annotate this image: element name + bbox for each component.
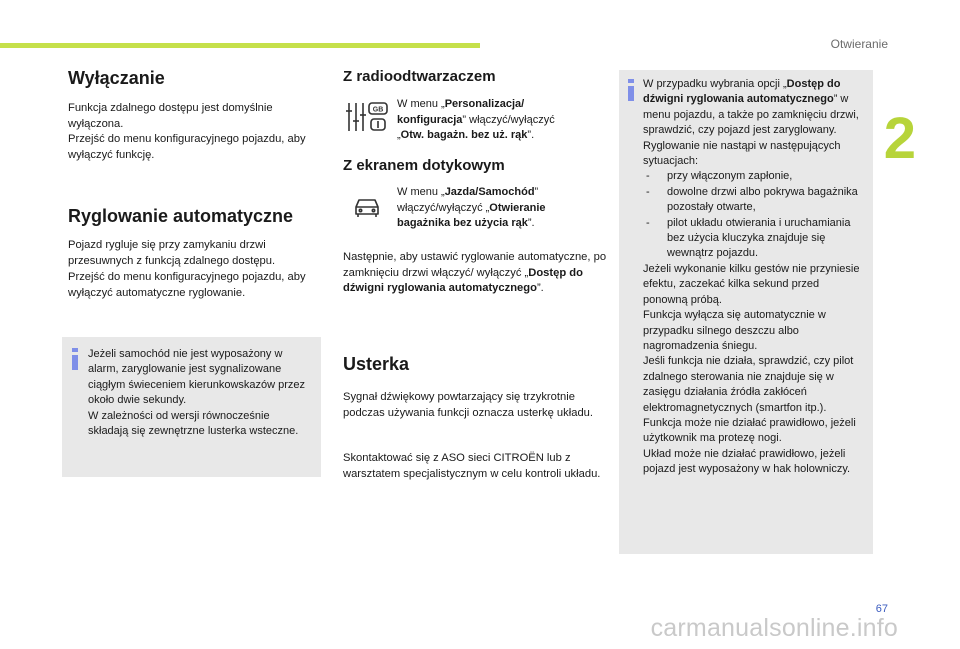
- note-no-lock-intro: Ryglowanie nie nastąpi w następujących sytuacjach:: [643, 139, 841, 168]
- paragraph-fault-signal: Sygnał dźwiękowy powtarzający się trzykrotnie podczas używania funkcji oznacza usterkę układu.: [343, 391, 593, 419]
- watermark: carmanualsonline.info: [650, 614, 898, 642]
- heading-fault: Usterka: [343, 354, 410, 374]
- paragraph-auto-lock-setting: Następnie, aby ustawić ryglowanie automatyczne, po zamknięciu drzwi włączyć/ wyłączyć „Dostęp do dźwigni ryglowania automatycznego”.: [343, 251, 607, 295]
- radio-instruction: [343, 97, 605, 144]
- list-item: - pilot układu otwierania i uruchamiania bez użycia kluczyka znajduje się wewnątrz pojazdu.: [643, 216, 863, 262]
- list-item: - przy włączonym zapłonie,: [643, 169, 863, 184]
- info-icon: [69, 348, 81, 370]
- heading-disabling: Wyłączanie: [68, 68, 165, 88]
- paragraph-default-off: Funkcja zdalnego dostępu jest domyślnie wyłączona.: [68, 102, 273, 130]
- info-note-conditions: [619, 70, 873, 554]
- note-prosthesis: Funkcja może nie działać prawidłowo, jeżeli użytkownik ma protezę nogi.: [643, 416, 856, 445]
- note-weather: Funkcja wyłącza się automatycznie w przypadku silnego deszczu albo nagromadzenia śniegu.: [643, 309, 826, 352]
- page-number: 67: [875, 603, 888, 615]
- paragraph-auto-lock-menu: Przejść do menu konfiguracyjnego pojazdu, aby wyłączyć automatyczne ryglowanie.: [68, 271, 306, 299]
- note-gestures: Jeżeli wykonanie kilku gestów nie przyniesie efektu, zaczekać kilka sekund przed ponowną próbą.: [643, 262, 860, 306]
- paragraph-fault-contact: Skontaktować się z ASO sieci CITROËN lub z warsztatem specjalistycznym w celu kontroli układu.: [343, 452, 601, 480]
- info-note-alarm: [62, 337, 321, 477]
- chapter-number: 2: [883, 106, 916, 171]
- paragraph-disable-menu: Przejść do menu konfiguracyjnego pojazdu, aby wyłączyć funkcję.: [68, 133, 306, 161]
- note-option-check: W przypadku wybrania opcji „Dostęp do dźwigni ryglowania automatycznego” w menu pojazdu, a także po zamknięciu drzwi, sprawdzić, czy pojazd jest zaryglowany.: [643, 78, 859, 137]
- note-mirrors-text: W zależności od wersji równocześnie składają się zewnętrzne lusterka wsteczne.: [88, 409, 299, 438]
- section-title: Otwieranie: [830, 37, 888, 51]
- note-towbar: Układ może nie działać prawidłowo, jeżeli pojazd jest wyposażony w hak holowniczy.: [643, 447, 851, 476]
- touchscreen-menu-text: W menu „Jazda/Samochód” włączyć/wyłączyć „Otwieranie bagażnika bez użycia rąk”.: [397, 186, 546, 230]
- paragraph-auto-lock-desc: Pojazd rygluje się przy zamykaniu drzwi przesuwnych z funkcją zdalnego dostępu.: [68, 239, 276, 267]
- heading-auto-locking: Ryglowanie automatyczne: [68, 206, 294, 226]
- touchscreen-instruction: [343, 185, 605, 232]
- radio-settings-icon: [343, 97, 391, 137]
- list-item: - dowolne drzwi albo pokrywa bagażnika pozostały otwarte,: [643, 185, 863, 216]
- heading-touchscreen: Z ekranem dotykowym: [343, 157, 505, 174]
- car-icon: [343, 185, 391, 225]
- header-accent-bar: [0, 43, 480, 48]
- heading-radio: Z radioodtwarzaczem: [343, 68, 496, 85]
- radio-menu-text: W menu „Personalizacja/ konfiguracja” włączyć/wyłączyć „Otw. bagażn. bez uż. rąk”.: [397, 98, 555, 142]
- note-interference: Jeśli funkcja nie działa, sprawdzić, czy pilot zdalnego sterowania nie znajduje się w zasięgu działania źródła zakłóceń elektromagnetycznych (smartfon itp.).: [643, 355, 854, 414]
- no-lock-list: [643, 169, 863, 261]
- svg-text:GB: GB: [372, 106, 384, 114]
- info-icon: [625, 79, 637, 101]
- note-alarm-text: Jeżeli samochód nie jest wyposażony w alarm, zaryglowanie jest sygnalizowane ciągłym świeceniem kierunkowskazów przez około dwie sekundy.: [88, 348, 306, 407]
